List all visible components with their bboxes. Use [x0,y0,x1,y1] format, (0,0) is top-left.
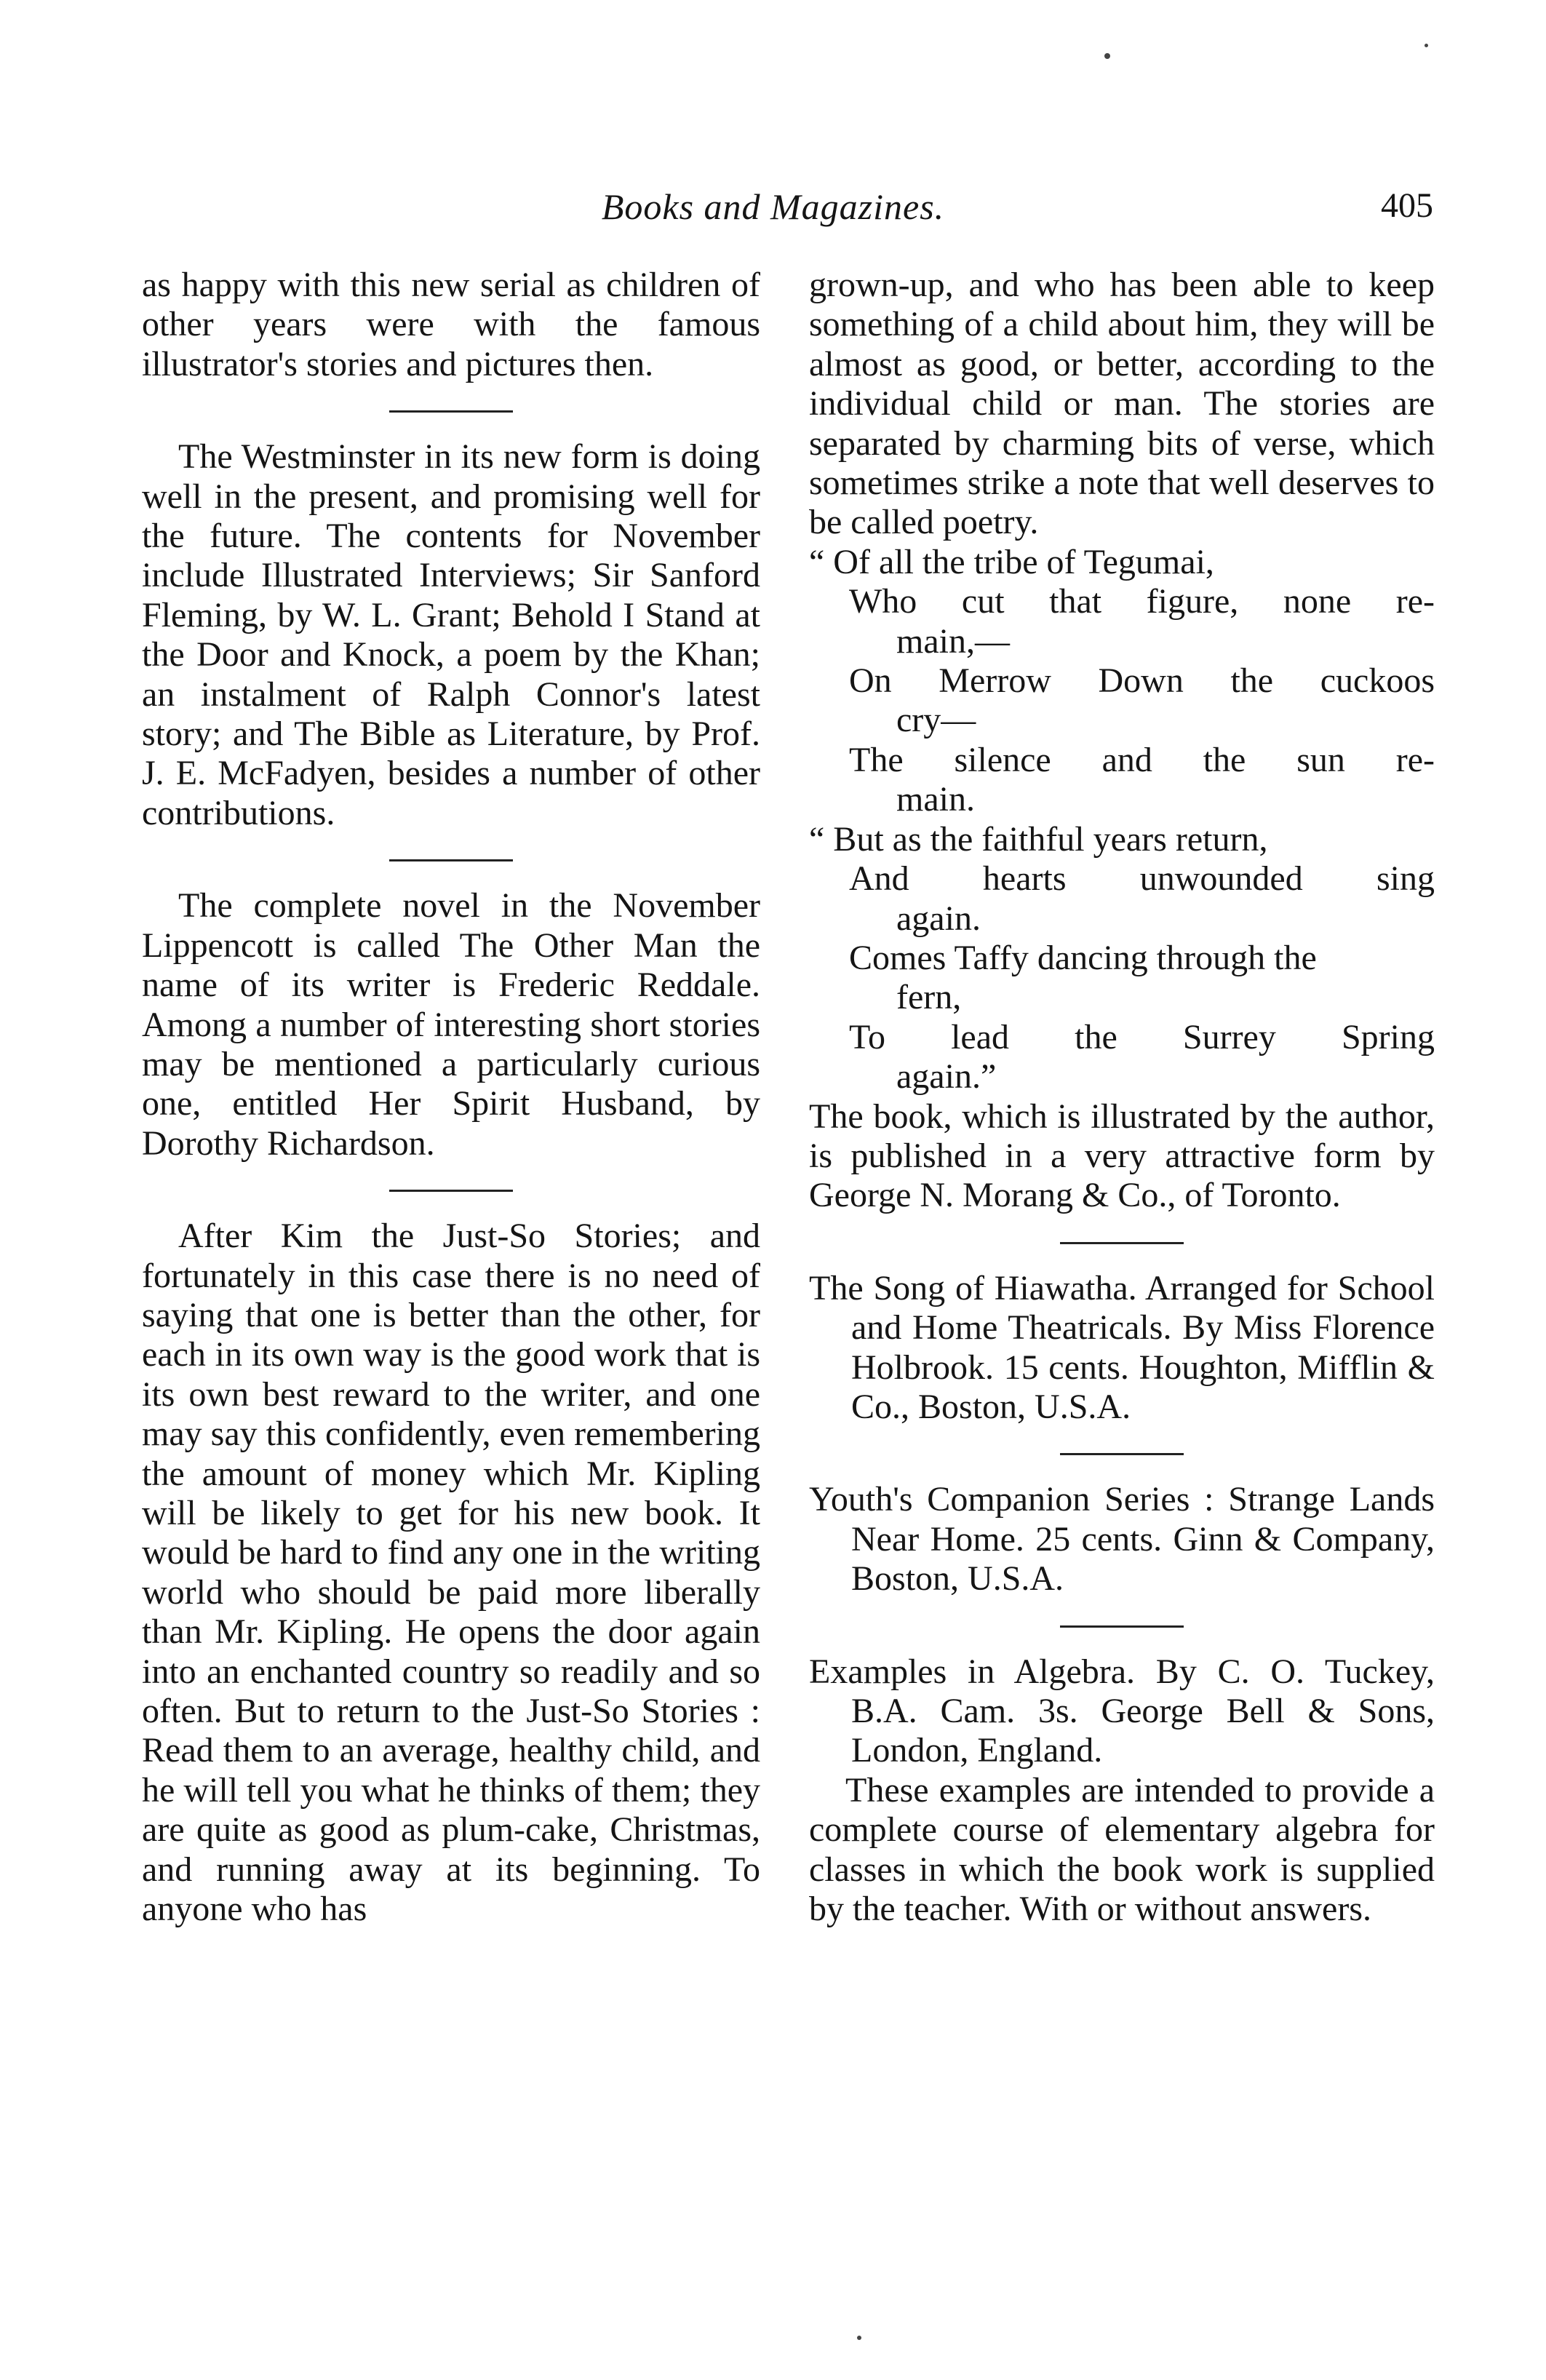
verse-line: fern, [896,978,962,1017]
verse-line: cry— [896,701,976,740]
section-rule [389,859,513,861]
westminster-paragraph: The Westminster in its new form is doing well in the present, and promising well for the future. The contents for November include Illustrated Interviews; Sir Sanford Fleming, by W. L. Grant; Behold I Stand at the Door and Knock, a poem by the Khan; an instalment of Ralph Connor's latest story; and The Bible as Literature, by Prof. J. E. McFadyen, besides a number of other contributions. [142,437,760,832]
page-number: 405 [1381,186,1433,225]
right-column [809,266,1435,1929]
verse-block [809,543,1435,1097]
section-rule [1060,1453,1184,1455]
ink-speck [857,2336,861,2340]
page-header [0,186,1546,229]
left-column [142,266,760,1929]
verse-line: main. [896,780,975,819]
ink-speck [1425,44,1428,47]
verse-line: Comes Taffy dancing through the [849,938,1317,977]
review-hiawatha: The Song of Hiawatha. Arranged for School and Home Theatricals. By Miss Florence Holbrook. 15 cents. Houghton, Mifflin & Co., Boston, U.S.A. [809,1268,1435,1426]
verse-line: “ But as the faithful years return, [809,819,1268,859]
verse-line: “ Of all the tribe of Tegumai, [809,542,1214,581]
continued-paragraph: grown-up, and who has been able to keep something of a child about him, they will be almost as good, or better, according to the individual child or man. The stories are separated by charming bits of verse, which sometimes strike a note that well deserves to be called poetry. [809,266,1435,542]
section-rule [1060,1242,1184,1244]
verse-line: again.” [896,1057,997,1097]
verse-line: To lead the Surrey Spring [849,1017,1435,1056]
algebra-description: These examples are intended to provide a complete course of elementary algebra for classes in which the book work is supplied by the teacher. With or without answers. [809,1770,1435,1929]
verse-line: And hearts unwounded sing [849,859,1435,899]
serial-paragraph: as happy with this new serial as children of other years were with the famous illustrator's stories and pictures then. [142,266,760,383]
verse-line: Who cut that figure, none re- [849,582,1435,621]
section-rule [1060,1625,1184,1628]
review-youths-companion: Youth's Companion Series : Strange Lands Near Home. 25 cents. Ginn & Company, Boston, U.S.A. [809,1480,1435,1599]
verse-line: The silence and the sun re- [849,740,1435,779]
verse-line: On Merrow Down the cuckoos [849,661,1435,701]
lippencott-paragraph: The complete novel in the November Lippencott is called The Other Man the name of its writer is Frederic Reddale. Among a number of interesting short stories may be mentioned a particularly curious one, entitled Her Spirit Husband, by Dorothy Richardson. [142,886,760,1163]
running-title: Books and Magazines. [601,186,945,227]
book-publisher-paragraph: The book, which is illustrated by the author, is published in a very attractive form by George N. Morang & Co., of Toronto. [809,1097,1435,1215]
section-rule [389,410,513,413]
ink-speck [1104,53,1110,59]
verse-line: main,— [896,621,1010,661]
verse-line: again. [896,899,981,938]
just-so-paragraph: After Kim the Just-So Stories; and fortunately in this case there is no need of saying that one is better than the other, for each in its own way is the good work that is its own best reward to the writer, and one may say this confidently, even remembering the amount of money which Mr. Kipling will be likely to get for his new book. It would be hard to find any one in the writing world who should be paid more liberally than Mr. Kipling. He opens the door again into an enchanted country so readily and so often. But to return to the Just-So Stories : Read them to an average, healthy child, and he will tell you what he thinks of them; they are quite as good as plum-cake, Christmas, and running away at its beginning. To anyone who has [142,1217,760,1929]
section-rule [389,1190,513,1192]
review-algebra: Examples in Algebra. By C. O. Tuckey, B.A. Cam. 3s. George Bell & Sons, London, England. [809,1652,1435,1770]
